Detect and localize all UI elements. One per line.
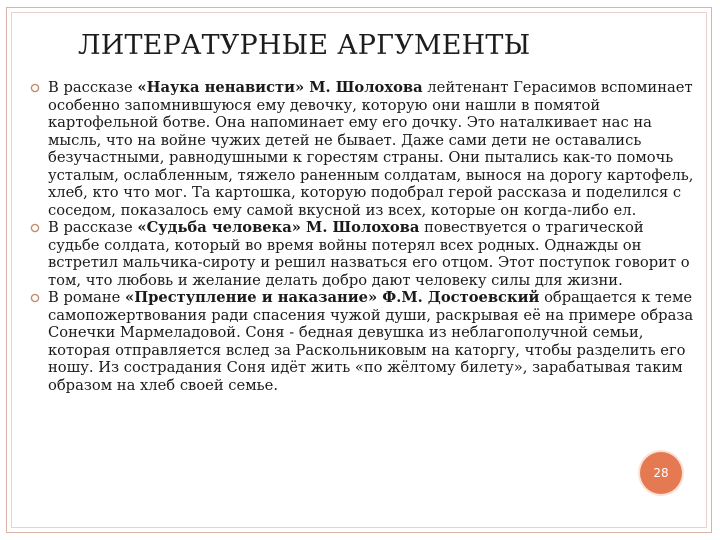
bullet-item-2 — [30, 219, 696, 289]
circle-bullet-icon — [30, 293, 40, 303]
bullet-work-title: «Преступление и наказание» Ф.М. Достоевский — [125, 289, 540, 306]
bullet-item-1 — [30, 79, 696, 219]
bullet-text: повествуется о трагической судьбе солдата, который во время войны потерял всех родных. Однажды он встретил мальчика-сироту и решил назваться его отцом. Этот поступок говорит о том, что любовь и желание делать добро дают человеку силы для жизни. — [48, 219, 690, 289]
slide-title: ЛИТЕРАТУРНЫЕ АРГУМЕНТЫ — [78, 30, 531, 61]
bullet-prefix: В романе — [48, 289, 126, 306]
bullet-work-title: «Судьба человека» М. Шолохова — [137, 219, 420, 236]
bullet-item-3 — [30, 289, 696, 394]
bullet-prefix: В рассказе — [48, 79, 138, 96]
circle-bullet-icon — [30, 223, 40, 233]
bullet-work-title: «Наука ненависти» М. Шолохова — [137, 79, 423, 96]
bullet-text: лейтенант Герасимов вспоминает особенно запомнившуюся ему девочку, которую они нашли в помятой картофельной ботве. Она напоминает ему его дочку. Это наталкивает нас на мысль, что на войне чужих детей не бывает. Даже сами дети не оставались безучастными, равнодушными к горестям страны. Они пытались как-то помочь усталым, ослабленным, тяжело раненным солдатам, вынося на дорогу картофель, хлеб, кто что мог. Та картошка, которую подобрал герой рассказа и поделился с соседом, показалось ему самой вкусной из всех, которые он когда-либо ел. — [48, 79, 694, 219]
page-number-badge: 28 — [640, 452, 682, 494]
bullet-prefix: В рассказе — [48, 219, 138, 236]
bullet-list — [30, 79, 696, 394]
circle-bullet-icon — [30, 83, 40, 93]
bullet-text: обращается к теме самопожертвования ради спасения чужой души, раскрывая её на примере образа Сонечки Мармеладовой. Соня - бедная девушка из неблагополучной семьи, которая отправляется вслед за Раскольниковым на каторгу, чтобы разделить его ношу. Из сострадания Соня идёт жить «по жёлтому билету», зарабатывая таким образом на хлеб своей семье. — [48, 289, 694, 394]
